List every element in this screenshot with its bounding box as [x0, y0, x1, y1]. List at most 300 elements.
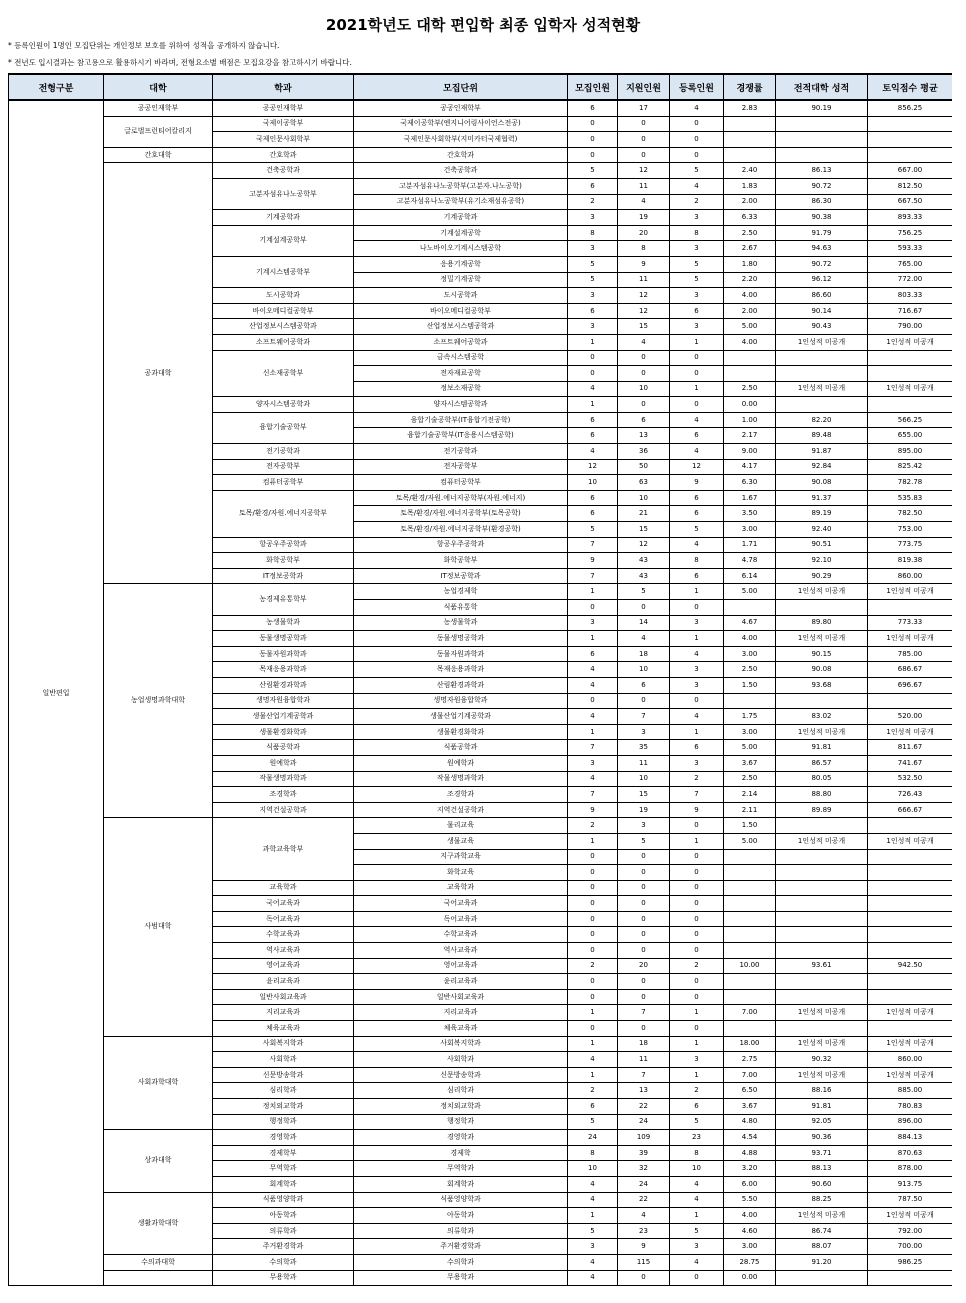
cell-competition: 3.00	[724, 1239, 776, 1255]
cell-registered: 0	[670, 927, 724, 943]
cell-registered: 0	[670, 880, 724, 896]
cell-toeic: 655.00	[868, 428, 953, 444]
cell-registered: 0	[670, 818, 724, 834]
cell-applicants: 11	[618, 272, 670, 288]
cell-registered: 4	[670, 444, 724, 460]
cell-gpa: 89.80	[776, 615, 868, 631]
table-row	[9, 1254, 953, 1270]
cell-applicants: 10	[618, 771, 670, 787]
cell-department: 작물생명과학과	[213, 771, 354, 787]
header-row	[9, 74, 953, 100]
cell-applicants: 24	[618, 1114, 670, 1130]
cell-gpa: 93.68	[776, 677, 868, 693]
cell-gpa: 86.30	[776, 194, 868, 210]
cell-unit: 원예학과	[354, 755, 568, 771]
cell-competition	[724, 974, 776, 990]
cell-registered: 2	[670, 958, 724, 974]
cell-competition: 2.00	[724, 303, 776, 319]
cell-competition: 2.50	[724, 771, 776, 787]
cell-quota: 4	[568, 771, 618, 787]
cell-department: 바이오메디컬공학부	[213, 303, 354, 319]
table-row	[9, 1036, 953, 1052]
cell-quota: 1	[568, 724, 618, 740]
cell-unit: 주거환경학과	[354, 1239, 568, 1255]
cell-unit: 토목/환경/자원.에너지공학부(토목공학)	[354, 506, 568, 522]
cell-quota: 6	[568, 412, 618, 428]
cell-quota: 5	[568, 1114, 618, 1130]
cell-gpa	[776, 397, 868, 413]
cell-registered: 0	[670, 911, 724, 927]
cell-quota: 3	[568, 319, 618, 335]
cell-gpa: 86.57	[776, 755, 868, 771]
cell-registered: 9	[670, 475, 724, 491]
cell-competition: 3.00	[724, 522, 776, 538]
cell-unit: 지구과학교육	[354, 849, 568, 865]
cell-department: 생물산업기계공학과	[213, 709, 354, 725]
col-header-department: 학과	[213, 74, 354, 100]
col-header-gpa: 전적대학 성적	[776, 74, 868, 100]
cell-quota: 0	[568, 132, 618, 148]
cell-gpa: 90.08	[776, 662, 868, 678]
cell-competition: 3.00	[724, 724, 776, 740]
cell-registered: 1	[670, 1067, 724, 1083]
col-header-quota: 모집인원	[568, 74, 618, 100]
cell-applicants: 17	[618, 100, 670, 116]
cell-competition	[724, 849, 776, 865]
cell-registered: 1	[670, 833, 724, 849]
cell-competition: 6.30	[724, 475, 776, 491]
cell-registered: 6	[670, 506, 724, 522]
cell-registered: 8	[670, 225, 724, 241]
cell-registered: 6	[670, 1099, 724, 1115]
cell-applicants: 8	[618, 241, 670, 257]
cell-registered: 23	[670, 1130, 724, 1146]
cell-applicants: 0	[618, 366, 670, 382]
cell-toeic: 825.42	[868, 459, 953, 475]
cell-toeic: 741.67	[868, 755, 953, 771]
cell-applicants: 19	[618, 802, 670, 818]
cell-applicants: 50	[618, 459, 670, 475]
cell-unit: 독어교육과	[354, 911, 568, 927]
cell-gpa	[776, 865, 868, 881]
cell-department: 정치외교학과	[213, 1099, 354, 1115]
cell-registered: 1	[670, 584, 724, 600]
cell-applicants: 63	[618, 475, 670, 491]
cell-toeic: 856.25	[868, 100, 953, 116]
table-row	[9, 116, 953, 132]
cell-gpa: 91.79	[776, 225, 868, 241]
cell-applicants: 0	[618, 1021, 670, 1037]
cell-toeic: 773.33	[868, 615, 953, 631]
cell-competition: 6.00	[724, 1176, 776, 1192]
cell-registered: 4	[670, 646, 724, 662]
table-body	[9, 100, 953, 1286]
cell-department: 무역학과	[213, 1161, 354, 1177]
cell-competition: 2.40	[724, 163, 776, 179]
cell-department: 목재응용과학과	[213, 662, 354, 678]
cell-toeic: 535.83	[868, 490, 953, 506]
cell-quota: 0	[568, 911, 618, 927]
cell-registered: 0	[670, 896, 724, 912]
cell-applicants: 18	[618, 1036, 670, 1052]
cell-quota: 3	[568, 210, 618, 226]
cell-gpa	[776, 880, 868, 896]
cell-quota: 5	[568, 256, 618, 272]
cell-competition	[724, 989, 776, 1005]
cell-registered: 0	[670, 600, 724, 616]
col-header-college: 대학	[104, 74, 213, 100]
cell-toeic: 896.00	[868, 1114, 953, 1130]
cell-gpa: 1인성적 미공개	[776, 1005, 868, 1021]
cell-competition: 9.00	[724, 444, 776, 460]
cell-competition	[724, 911, 776, 927]
cell-gpa	[776, 132, 868, 148]
cell-quota: 8	[568, 225, 618, 241]
cell-quota: 3	[568, 1239, 618, 1255]
cell-toeic	[868, 865, 953, 881]
cell-registered: 3	[670, 210, 724, 226]
cell-quota: 6	[568, 646, 618, 662]
cell-registered: 1	[670, 1208, 724, 1224]
cell-department: 지리교육과	[213, 1005, 354, 1021]
cell-gpa: 1인성적 미공개	[776, 381, 868, 397]
cell-competition: 4.00	[724, 631, 776, 647]
cell-department: 토목/환경/자원.에너지공학부	[213, 490, 354, 537]
table-row	[9, 100, 953, 116]
cell-quota: 6	[568, 428, 618, 444]
cell-competition: 5.50	[724, 1192, 776, 1208]
cell-registered: 10	[670, 1161, 724, 1177]
cell-unit: 식품영양학과	[354, 1192, 568, 1208]
cell-competition: 4.80	[724, 1114, 776, 1130]
cell-gpa: 91.87	[776, 444, 868, 460]
cell-applicants: 13	[618, 428, 670, 444]
cell-applicants: 0	[618, 927, 670, 943]
cell-toeic: 942.50	[868, 958, 953, 974]
cell-quota: 0	[568, 896, 618, 912]
cell-applicants: 20	[618, 958, 670, 974]
cell-department: 사회복지학과	[213, 1036, 354, 1052]
cell-department: 아동학과	[213, 1208, 354, 1224]
cell-registered: 2	[670, 1083, 724, 1099]
cell-unit: 산림환경과학과	[354, 677, 568, 693]
cell-quota: 0	[568, 693, 618, 709]
cell-quota: 6	[568, 303, 618, 319]
cell-applicants: 43	[618, 568, 670, 584]
cell-quota: 7	[568, 537, 618, 553]
cell-competition: 4.00	[724, 1208, 776, 1224]
cell-competition: 4.60	[724, 1223, 776, 1239]
cell-quota: 4	[568, 677, 618, 693]
cell-department: 수의학과	[213, 1254, 354, 1270]
cell-toeic: 1인성적 미공개	[868, 631, 953, 647]
cell-applicants: 0	[618, 865, 670, 881]
cell-applicants: 0	[618, 989, 670, 1005]
cell-registered: 4	[670, 412, 724, 428]
cell-gpa: 92.10	[776, 553, 868, 569]
document-title: 2021학년도 대학 편입학 최종 입학자 성적현황	[325, 16, 641, 34]
cell-unit: 간호학과	[354, 147, 568, 163]
cell-registered: 3	[670, 615, 724, 631]
cell-unit: 화학공학부	[354, 553, 568, 569]
cell-applicants: 0	[618, 132, 670, 148]
cell-gpa: 91.81	[776, 740, 868, 756]
cell-applicants: 3	[618, 818, 670, 834]
cell-applicants: 7	[618, 709, 670, 725]
cell-toeic: 913.75	[868, 1176, 953, 1192]
cell-department: 생명자원융합학과	[213, 693, 354, 709]
cell-unit: 회계학과	[354, 1176, 568, 1192]
results-table-container	[8, 73, 952, 1301]
cell-gpa	[776, 600, 868, 616]
cell-gpa: 91.37	[776, 490, 868, 506]
cell-college: 간호대학	[104, 147, 213, 163]
cell-gpa	[776, 147, 868, 163]
cell-unit: IT정보공학과	[354, 568, 568, 584]
cell-gpa: 92.05	[776, 1114, 868, 1130]
cell-toeic	[868, 989, 953, 1005]
cell-gpa: 90.43	[776, 319, 868, 335]
cell-gpa: 89.48	[776, 428, 868, 444]
cell-applicants: 7	[618, 1067, 670, 1083]
cell-toeic: 756.25	[868, 225, 953, 241]
cell-gpa: 88.25	[776, 1192, 868, 1208]
table-row	[9, 818, 953, 834]
cell-quota: 4	[568, 1176, 618, 1192]
cell-toeic: 785.00	[868, 646, 953, 662]
cell-applicants: 13	[618, 1083, 670, 1099]
cell-unit: 물리교육	[354, 818, 568, 834]
cell-competition	[724, 366, 776, 382]
cell-toeic: 1인성적 미공개	[868, 1005, 953, 1021]
table-row	[9, 1192, 953, 1208]
cell-quota: 3	[568, 241, 618, 257]
table-row	[9, 584, 953, 600]
cell-applicants: 9	[618, 1239, 670, 1255]
cell-quota: 8	[568, 1145, 618, 1161]
cell-toeic: 593.33	[868, 241, 953, 257]
cell-unit: 수의학과	[354, 1254, 568, 1270]
cell-department: 심리학과	[213, 1083, 354, 1099]
cell-unit: 나노바이오기계시스템공학	[354, 241, 568, 257]
cell-toeic	[868, 974, 953, 990]
cell-toeic: 782.78	[868, 475, 953, 491]
cell-gpa: 90.19	[776, 100, 868, 116]
cell-unit: 국제인문사회학부(지미카터국제협력)	[354, 132, 568, 148]
cell-department: 기계시스템공학부	[213, 256, 354, 287]
cell-competition: 4.00	[724, 288, 776, 304]
cell-gpa	[776, 911, 868, 927]
cell-quota: 7	[568, 787, 618, 803]
cell-applicants: 5	[618, 584, 670, 600]
cell-registered: 0	[670, 366, 724, 382]
cell-registered: 4	[670, 537, 724, 553]
cell-toeic: 726.43	[868, 787, 953, 803]
cell-unit: 기계설계공학	[354, 225, 568, 241]
cell-quota: 0	[568, 989, 618, 1005]
cell-department: 전기공학과	[213, 444, 354, 460]
cell-competition: 4.67	[724, 615, 776, 631]
cell-gpa	[776, 896, 868, 912]
cell-applicants: 10	[618, 490, 670, 506]
cell-department: 수학교육과	[213, 927, 354, 943]
cell-department: 의류학과	[213, 1223, 354, 1239]
cell-registered: 3	[670, 288, 724, 304]
cell-quota: 12	[568, 459, 618, 475]
cell-unit: 고분자섬유나노공학부(유기소재섬유공학)	[354, 194, 568, 210]
col-header-registered: 등록인원	[670, 74, 724, 100]
cell-unit: 전자재료공학	[354, 366, 568, 382]
cell-competition: 1.00	[724, 412, 776, 428]
cell-department: 일반사회교육과	[213, 989, 354, 1005]
cell-unit: 지역건설공학과	[354, 802, 568, 818]
cell-gpa: 1인성적 미공개	[776, 1036, 868, 1052]
cell-toeic: 753.00	[868, 522, 953, 538]
cell-quota: 6	[568, 178, 618, 194]
cell-registered: 4	[670, 100, 724, 116]
cell-college: 공과대학	[104, 163, 213, 584]
cell-registered: 3	[670, 755, 724, 771]
cell-toeic: 1인성적 미공개	[868, 334, 953, 350]
cell-toeic	[868, 350, 953, 366]
cell-applicants: 35	[618, 740, 670, 756]
cell-toeic: 885.00	[868, 1083, 953, 1099]
cell-toeic: 716.67	[868, 303, 953, 319]
cell-quota: 5	[568, 163, 618, 179]
cell-competition: 7.00	[724, 1067, 776, 1083]
cell-college: 사범대학	[104, 818, 213, 1036]
cell-applicants: 12	[618, 288, 670, 304]
cell-unit: 무용학과	[354, 1270, 568, 1286]
cell-toeic: 772.00	[868, 272, 953, 288]
cell-gpa	[776, 849, 868, 865]
cell-unit: 응용기계공학	[354, 256, 568, 272]
cell-unit: 전기공학과	[354, 444, 568, 460]
note-reference: * 전년도 입시결과는 참고용으로 활용하시기 바라며, 전형요소별 배점은 모집요강을 참고하시기 바랍니다.	[8, 58, 352, 67]
cell-unit: 항공우주공학과	[354, 537, 568, 553]
cell-applicants: 3	[618, 724, 670, 740]
cell-department: 사회학과	[213, 1052, 354, 1068]
cell-department: 경영학과	[213, 1130, 354, 1146]
cell-registered: 6	[670, 568, 724, 584]
cell-gpa: 90.72	[776, 256, 868, 272]
cell-toeic: 666.67	[868, 802, 953, 818]
cell-unit: 행정학과	[354, 1114, 568, 1130]
cell-toeic: 1인성적 미공개	[868, 833, 953, 849]
cell-quota: 7	[568, 568, 618, 584]
cell-competition: 2.50	[724, 381, 776, 397]
cell-competition	[724, 1021, 776, 1037]
cell-applicants: 19	[618, 210, 670, 226]
cell-applicants: 18	[618, 646, 670, 662]
cell-toeic	[868, 880, 953, 896]
cell-unit: 경영학과	[354, 1130, 568, 1146]
cell-unit: 일반사회교육과	[354, 989, 568, 1005]
cell-applicants: 39	[618, 1145, 670, 1161]
cell-competition: 3.20	[724, 1161, 776, 1177]
cell-competition: 4.00	[724, 334, 776, 350]
cell-competition: 2.14	[724, 787, 776, 803]
cell-unit: 기계공학과	[354, 210, 568, 226]
cell-toeic: 884.13	[868, 1130, 953, 1146]
cell-toeic	[868, 693, 953, 709]
cell-unit: 무역학과	[354, 1161, 568, 1177]
cell-competition: 1.50	[724, 818, 776, 834]
cell-gpa: 88.07	[776, 1239, 868, 1255]
cell-toeic: 790.00	[868, 319, 953, 335]
cell-registered: 0	[670, 865, 724, 881]
cell-unit: 농업경제학	[354, 584, 568, 600]
cell-competition: 2.83	[724, 100, 776, 116]
cell-quota: 4	[568, 709, 618, 725]
cell-quota: 24	[568, 1130, 618, 1146]
cell-gpa: 1인성적 미공개	[776, 724, 868, 740]
cell-gpa: 1인성적 미공개	[776, 334, 868, 350]
cell-quota: 2	[568, 818, 618, 834]
cell-toeic: 860.00	[868, 568, 953, 584]
cell-competition: 1.83	[724, 178, 776, 194]
cell-quota: 1	[568, 1067, 618, 1083]
cell-competition: 3.67	[724, 755, 776, 771]
cell-department: 신소재공학부	[213, 350, 354, 397]
cell-registered: 0	[670, 397, 724, 413]
cell-gpa: 1인성적 미공개	[776, 584, 868, 600]
cell-department: 국제이공학부	[213, 116, 354, 132]
cell-gpa: 86.74	[776, 1223, 868, 1239]
cell-unit: 전자공학부	[354, 459, 568, 475]
cell-quota: 1	[568, 1208, 618, 1224]
cell-competition: 4.78	[724, 553, 776, 569]
cell-department: 식품공학과	[213, 740, 354, 756]
cell-college: 수의과대학	[104, 1254, 213, 1270]
cell-department: 도시공학과	[213, 288, 354, 304]
cell-toeic	[868, 943, 953, 959]
cell-registered: 7	[670, 787, 724, 803]
cell-registered: 3	[670, 1052, 724, 1068]
cell-gpa: 94.63	[776, 241, 868, 257]
cell-registered: 0	[670, 147, 724, 163]
cell-competition: 2.50	[724, 225, 776, 241]
cell-competition: 1.75	[724, 709, 776, 725]
cell-competition: 2.50	[724, 662, 776, 678]
cell-quota: 4	[568, 1270, 618, 1286]
cell-competition	[724, 865, 776, 881]
cell-department: 주거환경학과	[213, 1239, 354, 1255]
cell-applicants: 21	[618, 506, 670, 522]
cell-competition: 10.00	[724, 958, 776, 974]
cell-gpa	[776, 1270, 868, 1286]
cell-applicants: 0	[618, 911, 670, 927]
cell-toeic	[868, 818, 953, 834]
cell-department: 무용학과	[213, 1270, 354, 1286]
cell-quota: 6	[568, 100, 618, 116]
cell-quota: 0	[568, 1021, 618, 1037]
cell-toeic: 1인성적 미공개	[868, 1208, 953, 1224]
cell-applicants: 24	[618, 1176, 670, 1192]
cell-toeic: 667.50	[868, 194, 953, 210]
cell-gpa: 88.16	[776, 1083, 868, 1099]
cell-competition	[724, 600, 776, 616]
cell-registered: 0	[670, 989, 724, 1005]
cell-toeic: 1인성적 미공개	[868, 381, 953, 397]
cell-quota: 5	[568, 1223, 618, 1239]
cell-quota: 4	[568, 1254, 618, 1270]
cell-gpa: 90.51	[776, 537, 868, 553]
cell-unit: 목재응용과학과	[354, 662, 568, 678]
cell-registered: 1	[670, 631, 724, 647]
cell-toeic: 811.67	[868, 740, 953, 756]
cell-registered: 5	[670, 256, 724, 272]
